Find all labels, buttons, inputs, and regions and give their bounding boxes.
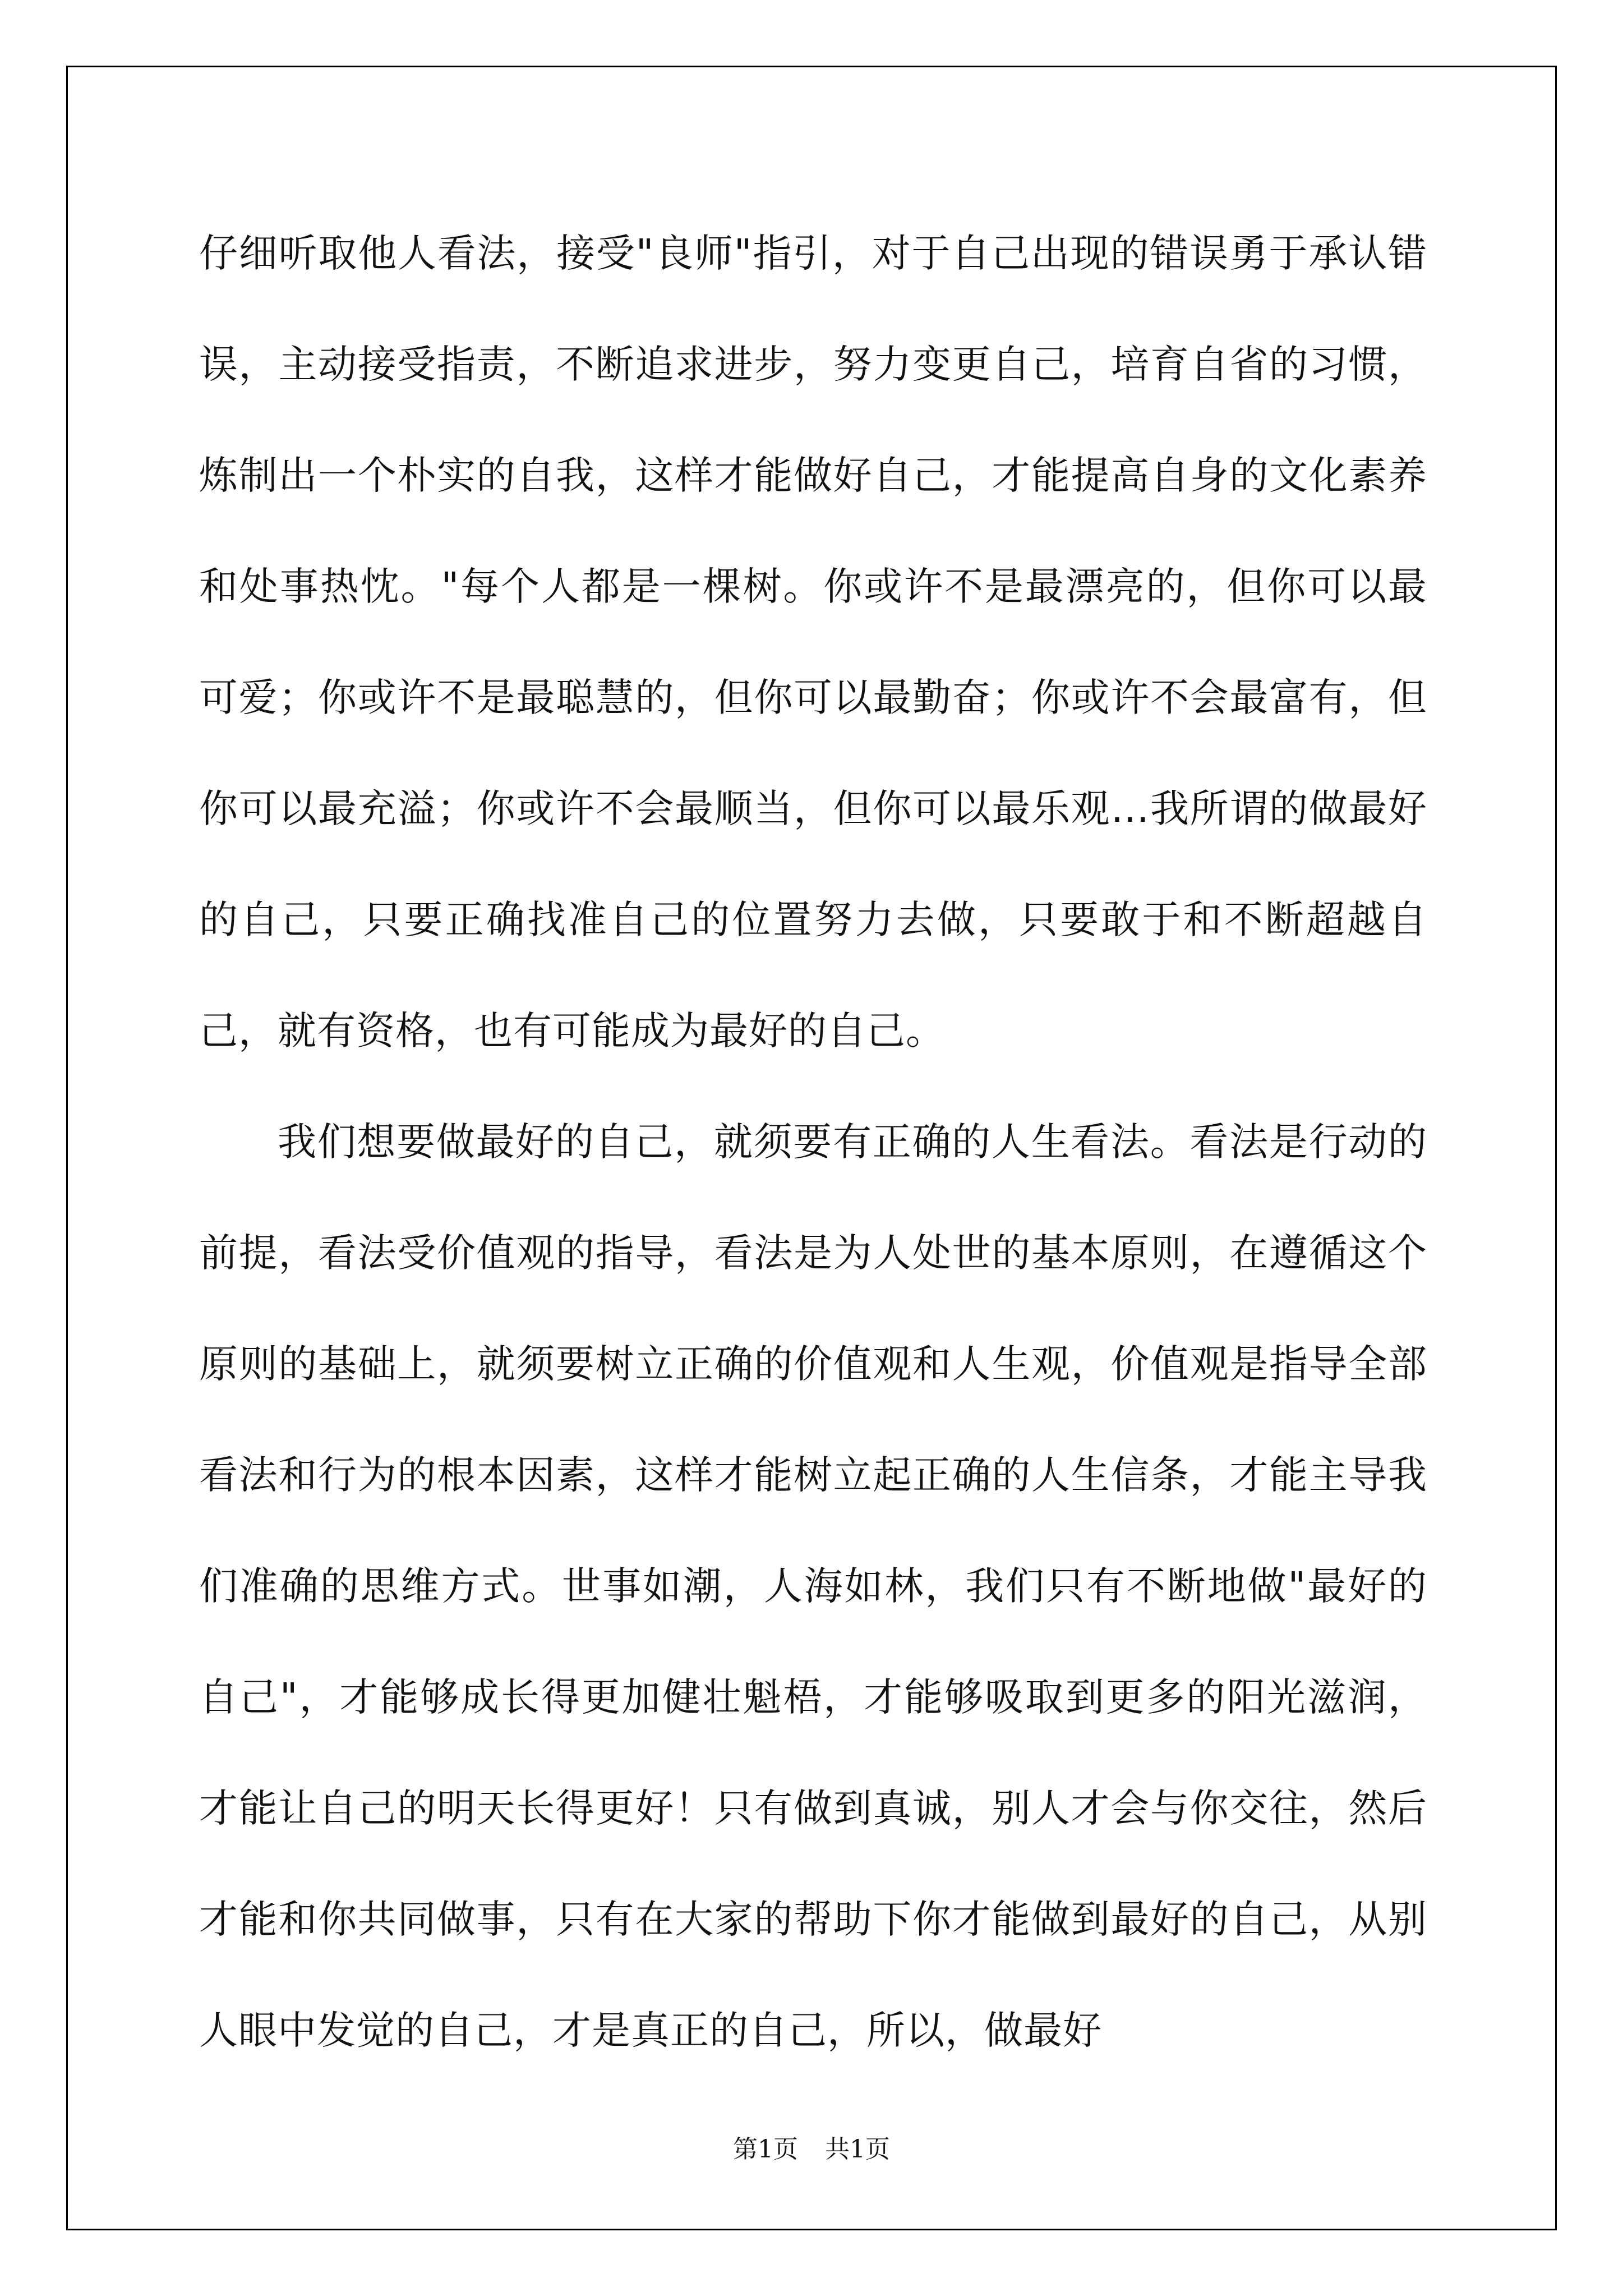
paragraph-1: 仔细听取他人看法，接受"良师"指引，对于自己出现的错误勇于承认错误，主动接受指责，不断追求进步，努力变更自己，培育自省的习惯，炼制出一个朴实的自我，这样才能做好自己，才能提高自身的文化素养和处事热忱。"每个人都是一棵树。你或许不是最漂亮的，但你可以最可爱；你或许不是最聪慧的，但你可以最勤奋；你或许不会最富有，但你可以最充溢；你或许不会最顺当，但你可以最乐观…我所谓的做最好的自己，只要正确找准自己的位置努力去做，只要敢于和不断超越自己，就有资格，也有可能成为最好的自己。 bbox=[199, 231, 1427, 1053]
document-body bbox=[199, 198, 1427, 2086]
page-number-current: 第1页 bbox=[733, 2135, 798, 2164]
page-footer bbox=[0, 2129, 1623, 2165]
paragraph-2: 我们想要做最好的自己，就须要有正确的人生看法。看法是行动的前提，看法受价值观的指导，看法是为人处世的基本原则，在遵循这个原则的基础上，就须要树立正确的价值观和人生观，价值观是指导全部看法和行为的根本因素，这样才能树立起正确的人生信条，才能主导我们准确的思维方式。世事如潮，人海如林，我们只有不断地做"最好的自己"，才能够成长得更加健壮魁梧，才能够吸取到更多的阳光滋润，才能让自己的明天长得更好！只有做到真诚，别人才会与你交往，然后才能和你共同做事，只有在大家的帮助下你才能做到最好的自己，从别人眼中发觉的自己，才是真正的自己，所以，做最好 bbox=[199, 1120, 1427, 2053]
page-number-total: 共1页 bbox=[825, 2135, 890, 2164]
